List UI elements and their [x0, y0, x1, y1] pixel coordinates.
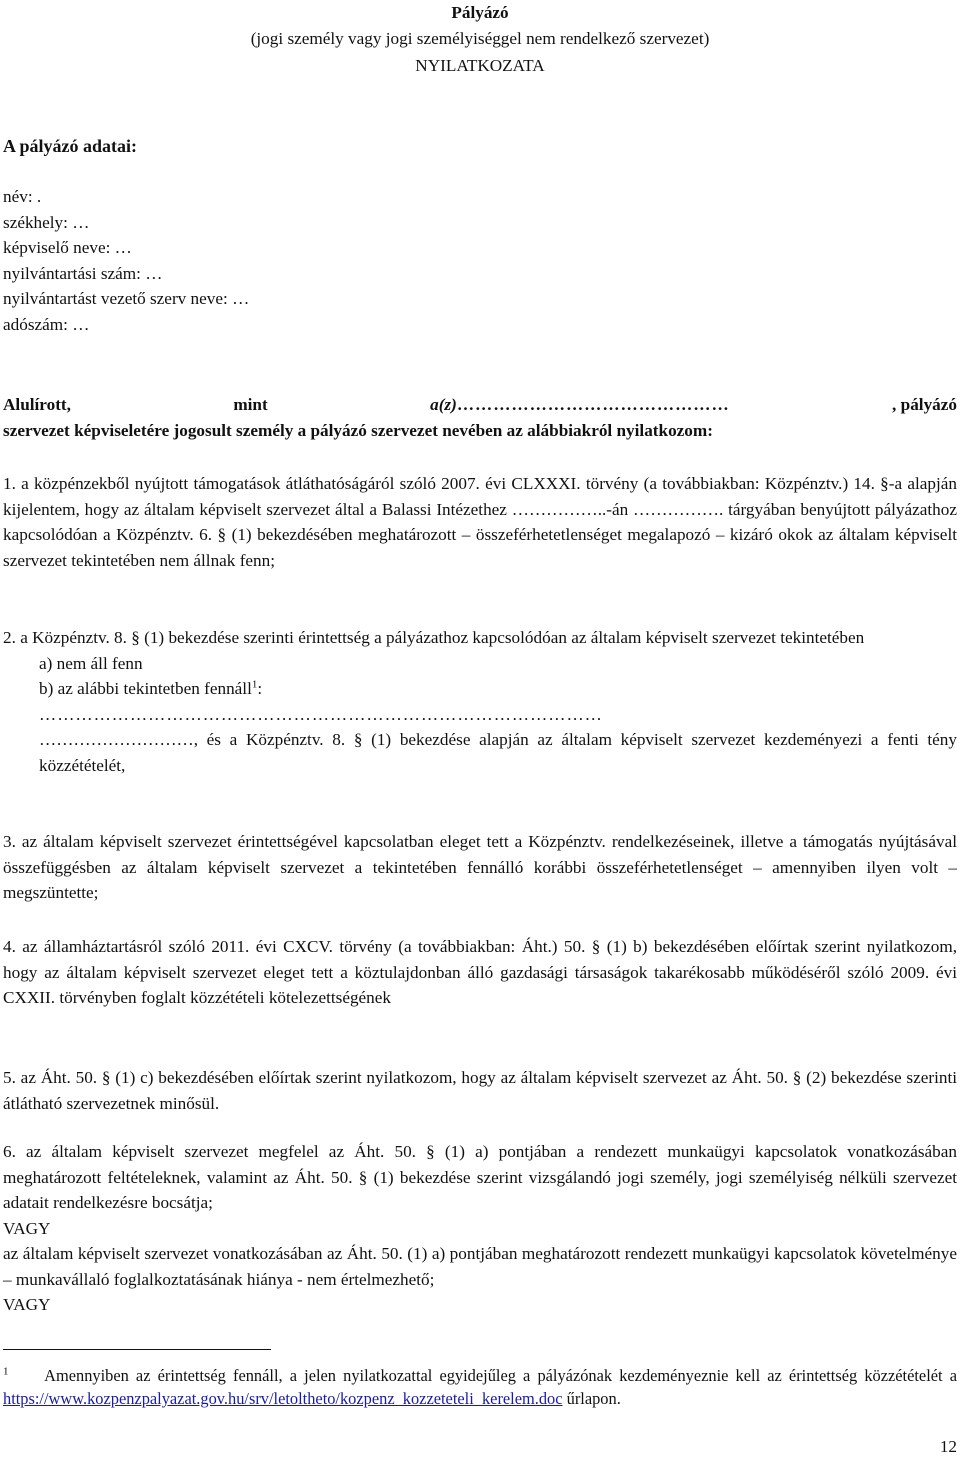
clause-2-text: 2. a Közpénztv. 8. § (1) bekezdése szerinti érintettség a pályázathoz kapcsolódóan az általam képviselt szervezet tekintetében [3, 628, 865, 647]
footnote-link[interactable]: https://www.kozpenzpalyazat.gov.hu/srv/letoltheto/kozpenz_kozzeteteli_kerelem.doc [3, 1389, 563, 1408]
footnote-text: Amennyiben az érintettség fennáll, a jelen nyilatkozattal egyidejűleg a pályázónak kezdeményeznie kell az érintettség közzétételét a [44, 1366, 957, 1385]
field-seat: székhely: … [3, 212, 90, 232]
footnote-end: űrlapon. [566, 1389, 621, 1408]
clause-2-continuation: ………………………, és a Közpénztv. 8. § (1) bekezdése alapján az általam képviselt szervezet kezdeményezi a fenti tény közzétételét, [39, 730, 957, 775]
field-representative: képviselő neve: … [3, 238, 132, 257]
intro-representative-slot [430, 392, 730, 418]
clause-6-or-1: VAGY [3, 1218, 51, 1238]
intro-word-mint: mint [233, 395, 268, 414]
document-type: NYILATKOZATA [415, 56, 545, 75]
declaration-intro [3, 392, 957, 443]
field-registry-number: nyilvántartási szám: … [3, 263, 163, 283]
clause-6-alternative: az általam képviselt szervezet vonatkozásában az Áht. 50. (1) a) pontjában meghatározott rendezett munkaügyi kapcsolatok követelménye – munkavállaló foglalkoztatásának hiánya - nem értelmezhető; [3, 1244, 957, 1289]
applicant-heading: A pályázó adatai: [3, 136, 138, 156]
clause-2-option-b [3, 676, 957, 702]
footnote-number: 1 [3, 1365, 9, 1378]
clause-1: 1. a közpénzekből nyújtott támogatások átláthatóságáról szóló 2007. évi CLXXXI. törvény (a továbbiakban: Közpénztv.) 14. §-a alapján kijelentem, hogy az általam képviselt szervezet által a Balassi Intézethez ……………..-án ……………. tárgyában benyújtott pályázathoz kapcsolódóan a Közpénztv. 6. § (1) bekezdésében meghatározott – összeférhetetlenséget megalapozó – kizáró okok az általam képviselt szervezet tekintetében nem állnak fenn; [3, 474, 957, 570]
document-title: Pályázó [451, 3, 509, 22]
clause-2-option-b-colon: : [257, 679, 263, 698]
footnote [3, 1364, 957, 1410]
intro-line-2: szervezet képviseletére jogosult személy a pályázó szervezet nevében az alábbiakról nyilatkozom: [3, 420, 713, 440]
document-page [3, 0, 957, 1459]
clause-2-option-b-text: b) az alábbi tekintetben fennáll [39, 679, 252, 698]
intro-word-palyazo: , pályázó [892, 395, 957, 414]
document-subtitle: (jogi személy vagy jogi személyiséggel nem rendelkező szervezet) [250, 29, 710, 48]
applicant-fields [3, 184, 249, 337]
intro-word-az: a(z) [430, 395, 457, 414]
clause-2-fill-dots: ………………………………………………………………………………… [39, 704, 603, 724]
intro-word-alulirott: Alulírott, [3, 395, 71, 414]
clause-2-option-a: a) nem áll fenn [39, 653, 143, 673]
clause-4: 4. az államháztartásról szóló 2011. évi CXCV. törvény (a továbbiakban: Áht.) 50. § (1) b) bekezdésében előírtak szerint nyilatkozom, hogy az általam képviselt szervezet eleget tett a köztulajdonban álló gazdasági társaságok takarékosabb működéséről szóló 2009. évi CXXII. törvényben foglalt közzétételi kötelezettségének [3, 937, 957, 1007]
page-number: 12 [939, 1437, 957, 1456]
field-tax-number: adószám: … [3, 314, 90, 334]
field-name: név: . [3, 187, 42, 206]
intro-dots: ……………………………………… [456, 395, 730, 414]
clause-6-or-2: VAGY [3, 1295, 51, 1314]
field-registry-authority: nyilvántartást vezető szerv neve: … [3, 289, 250, 308]
intro-line-1 [3, 392, 957, 418]
clause-3: 3. az általam képviselt szervezet érintettségével kapcsolatban eleget tett a Közpénztv. rendelkezéseinek, illetve a támogatás nyújtásával összefüggésben az általam képviselt szervezet a tekintetében fennálló korábbi összeférhetetlenséget – amennyiben ilyen volt – megszüntette; [3, 832, 957, 902]
footnote-separator [3, 1349, 271, 1350]
clause-6 [3, 1139, 957, 1318]
clause-6-text: 6. az általam képviselt szervezet megfelel az Áht. 50. § (1) a) pontjában a rendezett munkaügyi kapcsolatok vonatkozásában meghatározott feltételeknek, valamint az Áht. 50. § (1) bekezdése szerint vizsgálandó jogi személy, jogi személyiség nélküli szervezet adatait rendelkezésre bocsátja; [3, 1142, 957, 1212]
footnote-ref: 1 [251, 678, 258, 691]
clause-2 [3, 625, 957, 778]
clause-5: 5. az Áht. 50. § (1) c) bekezdésében előírtak szerint nyilatkozom, hogy az általam képviselt szervezet az Áht. 50. § (2) bekezdése szerinti átlátható szervezetnek minősül. [3, 1068, 957, 1113]
